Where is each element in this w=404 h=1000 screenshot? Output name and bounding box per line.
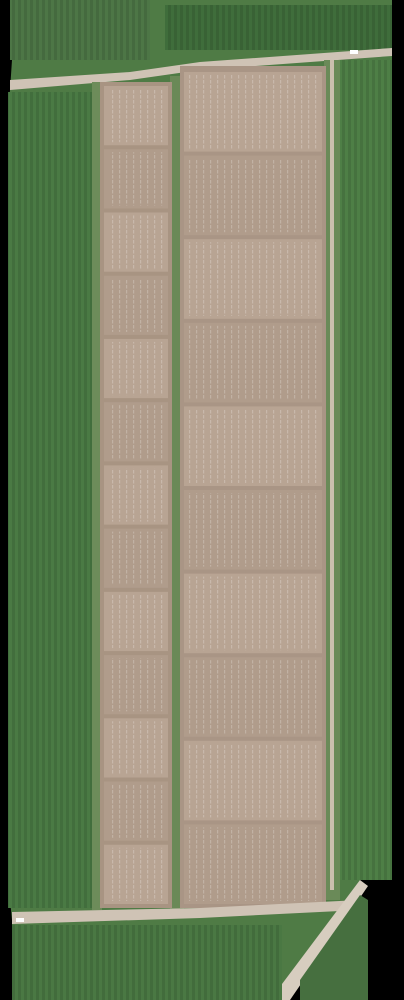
right-plot-block-grid-10 xyxy=(187,827,319,901)
right-plot-block-grid-1 xyxy=(187,75,319,149)
left-plot-block-grid-6 xyxy=(107,405,165,458)
left-plot-block-grid-3 xyxy=(107,215,165,268)
left-plot-block-grid-9 xyxy=(107,595,165,648)
left-plot-block-grid-4 xyxy=(107,279,165,332)
vehicle-marker-bottom xyxy=(16,918,24,922)
left-plot-block-grid-2 xyxy=(107,152,165,205)
left-plot-block-grid-11 xyxy=(107,721,165,774)
left-plot-block-grid-7 xyxy=(107,468,165,521)
right-plot-block-grid-2 xyxy=(187,159,319,233)
right-plot-block-grid-8 xyxy=(187,660,319,734)
track-right xyxy=(330,60,334,890)
right-plot-block-grid-9 xyxy=(187,744,319,818)
right-plot-block-grid-4 xyxy=(187,326,319,400)
left-plot-block-grid-12 xyxy=(107,785,165,838)
left-plot-block-grid-8 xyxy=(107,532,165,585)
left-plot-block-grid-5 xyxy=(107,342,165,395)
right-plot-block-grid-3 xyxy=(187,242,319,316)
right-plot-block-grid-6 xyxy=(187,493,319,567)
right-plot-block-grid-5 xyxy=(187,409,319,483)
left-plot-block-grid-1 xyxy=(107,89,165,142)
left-plot-block-grid-13 xyxy=(107,848,165,901)
right-plot-block-grid-7 xyxy=(187,577,319,651)
vehicle-marker-top xyxy=(350,50,358,54)
left-plot-block-grid-10 xyxy=(107,658,165,711)
